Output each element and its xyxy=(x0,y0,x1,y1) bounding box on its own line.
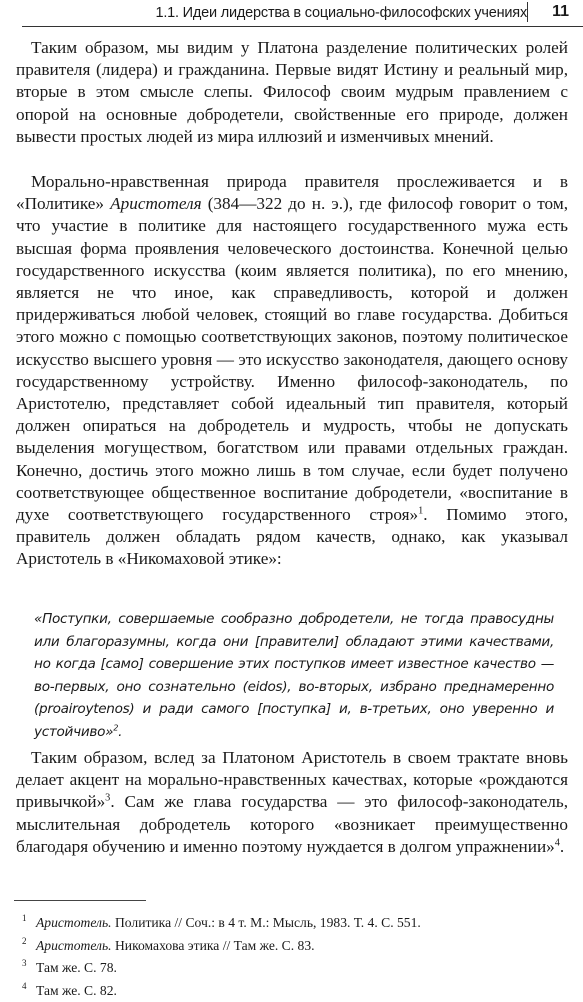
paragraph-2-text-a: Морально-нравственная природа правителя прослеживается и в «Политике» xyxy=(16,172,568,213)
footnote-author: Аристотель. xyxy=(36,915,112,930)
quote-end: . xyxy=(118,724,122,740)
paragraph-2-text-c: . Помимо этого, правитель должен обладать рядом качеств, однако, как указывал Аристотель в «Никомаховой этике»: xyxy=(16,505,568,568)
footnote-text: Там же. С. 78. xyxy=(36,960,117,975)
footnote-item: 1 Аристотель. Политика // Соч.: в 4 т. М.: Мысль, 1983. Т. 4. С. 551. xyxy=(22,912,562,935)
footnote-ref-1[interactable]: 1 xyxy=(418,505,423,516)
footnote-rule xyxy=(14,900,146,901)
quote-text: «Поступки, совершаемые сообразно добродетели, не тогда правосудны или благоразумны, когда они [правители] обладают этими качествами, но когда [само] совершение этих поступков имеет известное качество — во-первых, оно сознательно (eidos), во-вторых, избрано преднамеренно (proairoytenos) и ради самого [поступка] и, в-третьих, оно уверенно и устойчиво» xyxy=(34,611,554,740)
footnote-item: 3 Там же. С. 78. xyxy=(22,957,562,980)
footnote-item: 4 Там же. С. 82. xyxy=(22,980,562,1002)
running-header xyxy=(0,0,583,30)
paragraph-3 xyxy=(16,747,568,858)
header-separator xyxy=(527,2,528,22)
running-title: 1.1. Идеи лидерства в социально-философских учениях xyxy=(155,5,527,21)
footnote-ref-4[interactable]: 4 xyxy=(555,837,560,848)
author-name: Аристотеля xyxy=(110,194,201,213)
footnote-author: Аристотель. xyxy=(36,938,112,953)
paragraph-3-text-b: . Сам же глава государства — это философ-законодатель, мыслительная добродетель которого «возникает преимущественно благодаря обучению и именно поэтому нуждается в долгом упражнении» xyxy=(16,792,568,855)
paragraph-2-text-b: (384—322 до н. э.), где философ говорит о том, что участие в политике для настоящего государственного мужа есть высшая форма проявления человеческого достоинства. Конечной целью государственного искусства (коим является политика), по его мнению, является не что иное, как справедливость, которой и должен придерживаться любой человек, стоящий во главе государства. Добиться этого можно с помощью соответствующих законов, поэтому политическое искусство высшего уровня — это искусство законодателя, дающего основу государственному устройству. Именно философ-законодатель, по Аристотелю, представляет собой идеальный тип правителя, который должен опираться на добродетель и мудрость, чтобы не допускать выделения могуществом, богатством или правами отдельных граждан. Конечно, достичь этого можно лишь в том случае, если будет получено соответствующее общественное воспитание добродетели, «воспитание в духе соответствующего государственного строя» xyxy=(16,194,568,524)
paragraph-2 xyxy=(16,171,568,571)
page-number: 11 xyxy=(552,3,569,21)
footnote-ref-2[interactable]: 2 xyxy=(113,722,118,732)
footnote-text: Политика // Соч.: в 4 т. М.: Мысль, 1983. Т. 4. С. 551. xyxy=(112,915,421,930)
paragraph-1: Таким образом, мы видим у Платона разделение политических ролей правителя (лидера) и гражданина. Первые видят Истину и реальный мир, вторые в этом смысле слепы. Философ своим мудрым правлением с опорой на основные добродетели, свойственные его природе, должен вывести простых людей из мира иллюзий и изменчивых мнений. xyxy=(16,37,568,148)
footnote-item: 2 Аристотель. Никомахова этика // Там же. С. 83. xyxy=(22,935,562,958)
paragraph-3-text-c: . xyxy=(560,837,564,856)
footnote-text: Никомахова этика // Там же. С. 83. xyxy=(112,938,315,953)
footnote-text: Там же. С. 82. xyxy=(36,983,117,998)
header-rule xyxy=(22,26,583,27)
footnote-ref-3[interactable]: 3 xyxy=(105,793,110,804)
block-quote xyxy=(34,608,554,743)
footnotes-list xyxy=(22,912,562,1002)
paragraph-3-text-a: Таким образом, вслед за Платоном Аристотель в своем трактате вновь делает акцент на морально-нравственных качествах, которые «рождаются привычкой» xyxy=(16,748,568,811)
